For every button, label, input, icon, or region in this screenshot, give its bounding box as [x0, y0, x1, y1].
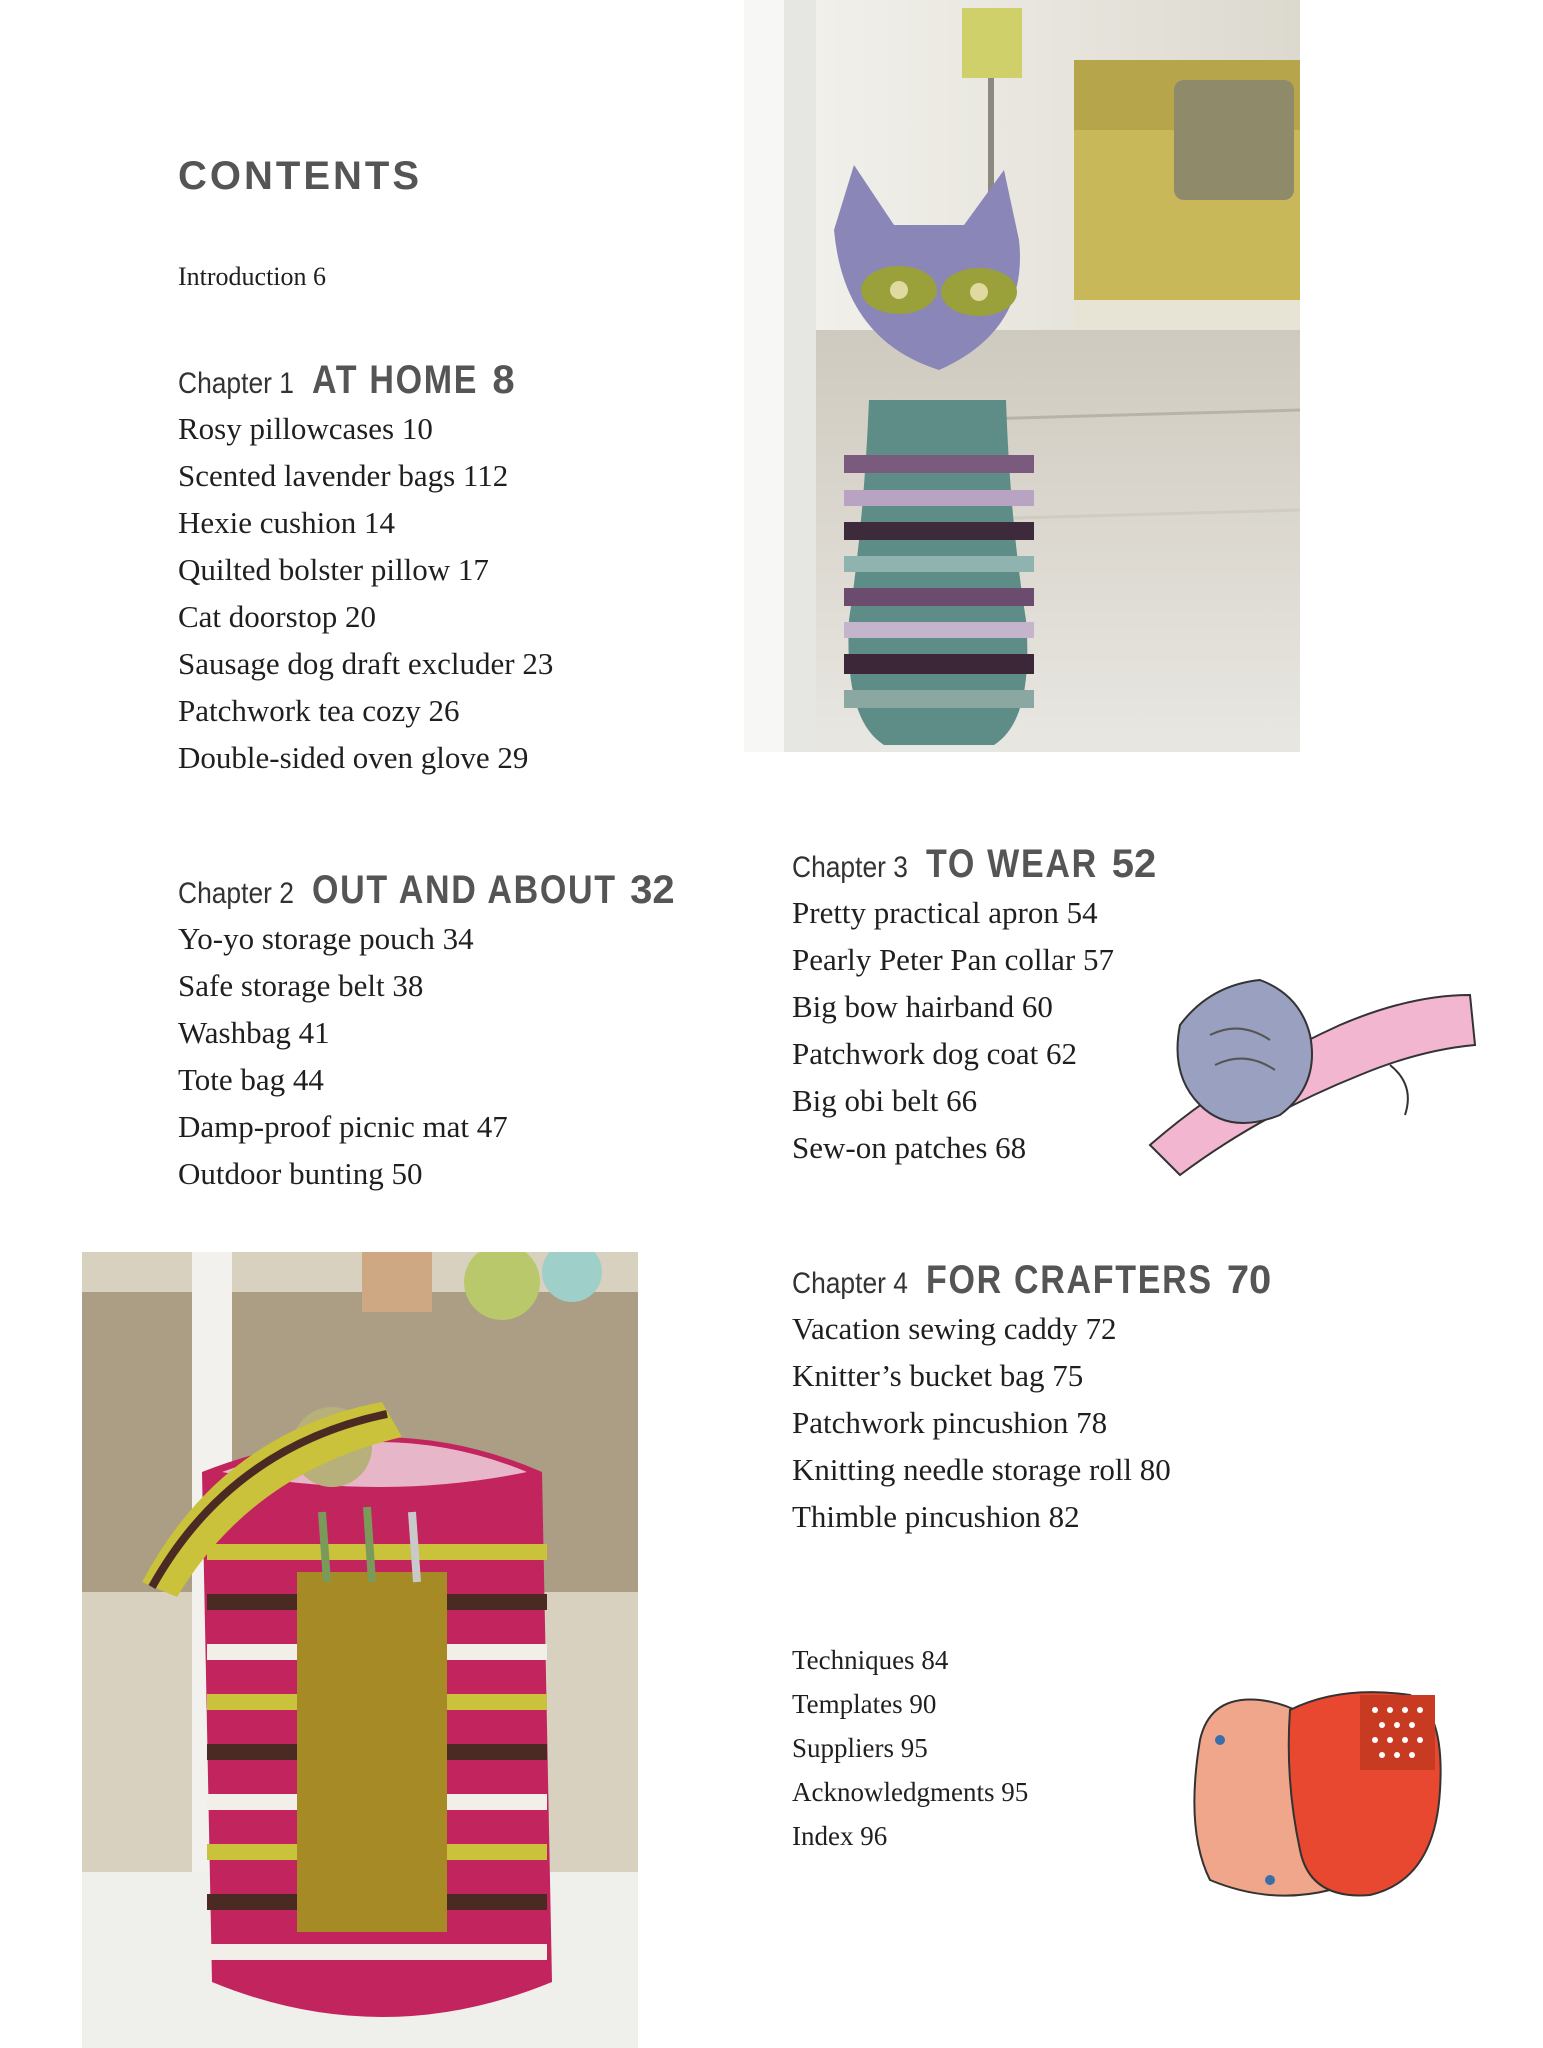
- toc-item[interactable]: Sausage dog draft excluder 23: [178, 646, 554, 681]
- toc-item[interactable]: Double-sided oven glove 29: [178, 740, 529, 775]
- chapter-1-section: [178, 358, 738, 781]
- chapter-title: TO WEAR: [925, 842, 1098, 886]
- toc-item[interactable]: Outdoor bunting 50: [178, 1156, 423, 1191]
- chapter-2-header[interactable]: [178, 868, 758, 913]
- chapter-2-section: [178, 868, 758, 1197]
- toc-item[interactable]: Patchwork dog coat 62: [792, 1036, 1077, 1071]
- chapter-label: Chapter 1: [178, 367, 294, 400]
- toc-item[interactable]: Scented lavender bags 112: [178, 458, 509, 493]
- toc-item[interactable]: Pretty practical apron 54: [792, 895, 1098, 930]
- toc-item[interactable]: Thimble pincushion 82: [792, 1499, 1080, 1534]
- chapter-page: 70: [1226, 1258, 1272, 1302]
- chapter-title: OUT AND ABOUT: [311, 868, 617, 912]
- toc-item[interactable]: Damp-proof picnic mat 47: [178, 1109, 508, 1144]
- contents-heading: CONTENTS: [178, 154, 422, 198]
- cat-doorstop-photo: [744, 0, 1300, 752]
- patchwork-pincushion-illustration: [1180, 1680, 1450, 1910]
- toc-item[interactable]: Techniques 84: [792, 1645, 949, 1675]
- toc-item[interactable]: Big bow hairband 60: [792, 989, 1053, 1024]
- chapter-label: Chapter 2: [178, 877, 294, 910]
- chapter-3-header[interactable]: [792, 842, 1292, 887]
- chapter-page: 52: [1111, 842, 1157, 886]
- toc-item[interactable]: Templates 90: [792, 1689, 937, 1719]
- chapter-page: 8: [492, 358, 515, 402]
- chapter-title: FOR CRAFTERS: [925, 1258, 1213, 1302]
- toc-item[interactable]: Patchwork pincushion 78: [792, 1405, 1108, 1440]
- toc-item[interactable]: Acknowledgments 95: [792, 1777, 1029, 1807]
- toc-item[interactable]: Rosy pillowcases 10: [178, 411, 433, 446]
- toc-item[interactable]: Big obi belt 66: [792, 1083, 978, 1118]
- big-bow-hairband-illustration: [1140, 965, 1480, 1180]
- toc-item[interactable]: Suppliers 95: [792, 1733, 928, 1763]
- toc-item[interactable]: Tote bag 44: [178, 1062, 324, 1097]
- toc-item[interactable]: Knitting needle storage roll 80: [792, 1452, 1171, 1487]
- chapter-1-header[interactable]: [178, 358, 738, 403]
- toc-item[interactable]: Sew-on patches 68: [792, 1130, 1027, 1165]
- toc-item[interactable]: Yo-yo storage pouch 34: [178, 921, 474, 956]
- chapter-page: 32: [630, 868, 675, 912]
- toc-item[interactable]: Hexie cushion 14: [178, 505, 395, 540]
- toc-item[interactable]: Patchwork tea cozy 26: [178, 693, 460, 728]
- knitters-bucket-bag-photo: [82, 1252, 638, 2048]
- chapter-title: AT HOME: [311, 358, 478, 402]
- toc-item[interactable]: Safe storage belt 38: [178, 968, 424, 1003]
- back-matter-section: [792, 1638, 1152, 1858]
- toc-item[interactable]: Vacation sewing caddy 72: [792, 1311, 1117, 1346]
- chapter-4-header[interactable]: [792, 1258, 1392, 1303]
- toc-item[interactable]: Quilted bolster pillow 17: [178, 552, 489, 587]
- toc-item[interactable]: Washbag 41: [178, 1015, 330, 1050]
- toc-introduction[interactable]: Introduction 6: [178, 262, 327, 291]
- toc-item[interactable]: Index 96: [792, 1821, 888, 1851]
- chapter-label: Chapter 4: [792, 1267, 908, 1300]
- toc-item[interactable]: Pearly Peter Pan collar 57: [792, 942, 1114, 977]
- toc-item[interactable]: Cat doorstop 20: [178, 599, 377, 634]
- chapter-4-section: [792, 1258, 1392, 1540]
- toc-item[interactable]: Knitter’s bucket bag 75: [792, 1358, 1084, 1393]
- chapter-label: Chapter 3: [792, 851, 908, 884]
